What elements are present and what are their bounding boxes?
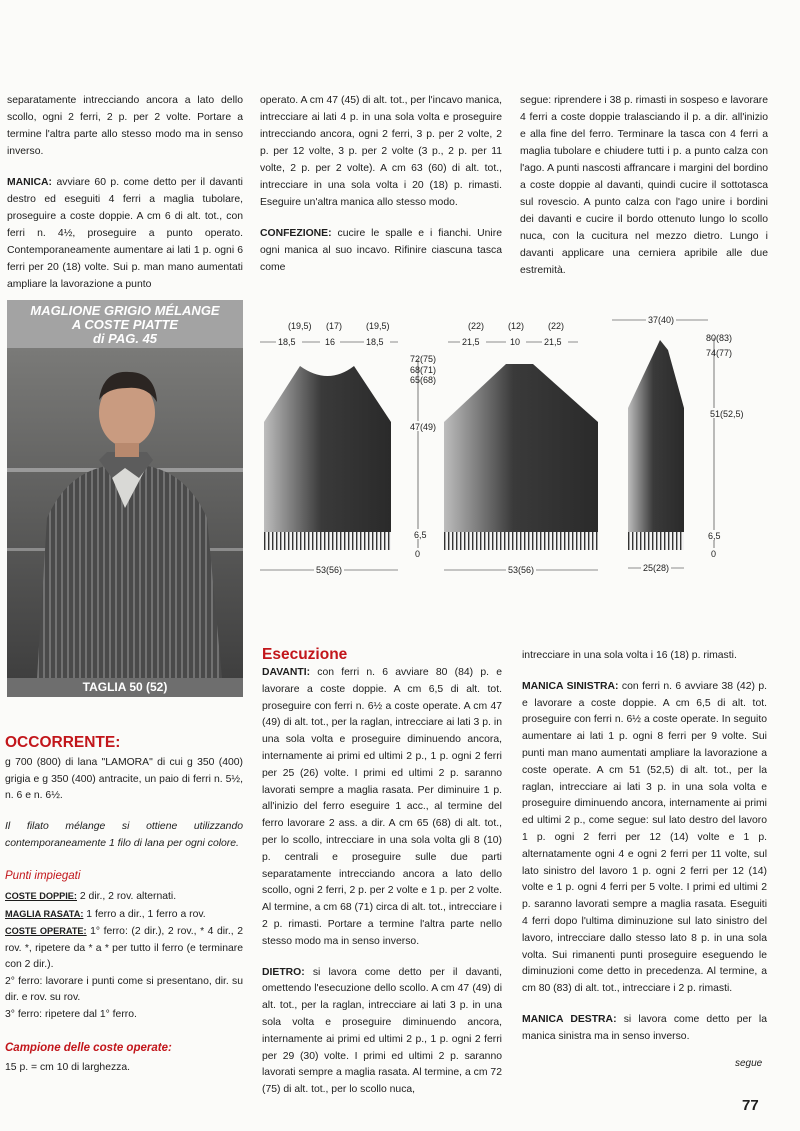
front-top-val-1: 18,5 xyxy=(278,337,296,347)
front-height-0: 0 xyxy=(415,549,421,559)
campione-text: 15 p. = cm 10 di larghezza. xyxy=(5,1062,131,1073)
sleeve-height-6-5: 6,5 xyxy=(708,531,721,541)
occorrente-text: g 700 (800) di lana "LAMORA" di cui g 350 (400) grigia e g 350 (400) antracite, un paio di ferri n. 5½, n. 6 e n. 6½. xyxy=(5,757,243,801)
paragraph: operato. A cm 47 (45) di alt. tot., per l'incavo manica, intrecciare ai lati 4 p. in una sola volta e proseguire intrecciando ancora, ogni 2 ferri, 3 p. per 2 volte, 2 p. per 12 volte, 3 p. per 2 volte (3 p., 2 p. per 11 volte, 2 p. per 2 volte). A cm 63 (60) di alt. tot., intrecciare in una sola volta i 20 (18) p. rimasti. Eseguire un'altra manica allo stesso modo. xyxy=(260,95,502,208)
front-height-72: 72(75) xyxy=(410,354,437,364)
manica-destra-label: MANICA DESTRA: xyxy=(522,1013,617,1025)
punto-maglia-rasata xyxy=(5,906,243,924)
occorrente-heading: OCCORRENTE: xyxy=(5,734,121,751)
back-top-val-1: 21,5 xyxy=(462,337,480,347)
paragraph-manica-sinistra xyxy=(522,679,767,998)
davanti-text: con ferri n. 6 avviare 80 (84) p. e lavorare a coste doppie. A cm 6,5 di alt. tot. proseguire con ferri n. 6½ a coste operate. A cm 47 (49) di alt. tot., per la raglan, intrecciare ai lati 3 p. in una sola volta e proseguire diminuendo ancora, internamente ai primi ed ultimi 2 p., 1 p. ogni 2 ferri per 25 (26) volte. I primi ed ultimi 2 p. saranno lavorati sempre a maglia rasata. Per diminuire 1 p. all'inizio del ferro eseguire 1 acc., al termine del ferro lavorare 2 ass. a dir. A cm 65 (68) di alt. tot., per lo scollo, intrecciare in una sola volta gli 8 (10) p. centrali e proseguire sulle due parti separatamente intrecciando ancora a lato dello scollo, ogni 2 ferri, 2 p. per 2 volte e 1 p. per 2 volte. Al termine, a cm 68 (71) circa di alt. tot., intrecciare i 2 p. rimasti. Portare a termine l'altra parte nello stesso modo ma in senso inverso. xyxy=(262,667,502,947)
front-width: 53(56) xyxy=(316,565,343,575)
paragraph: separatamente intrecciando ancora a lato dello scollo, ogni 2 ferri, 2 p. per 2 volte. Portare a termine l'altra parte allo stesso modo ma in senso inverso. xyxy=(7,95,243,157)
back-top-val-2: 10 xyxy=(510,337,521,347)
sleeve-height-0: 0 xyxy=(711,549,717,559)
punto-text: 2 dir., 2 rov. alternati. xyxy=(76,891,177,902)
manica-sinistra-text: con ferri n. 6 avviare 38 (42) p. e lavorare a coste doppie. A cm 6,5 di alt. tot. proseguire con ferri n. 6½ a coste operate. In seguito aumentare ai lati 1 p. ogni 8 ferri per 9 volte. Sui punti man mano aumentati ampliare la lavorazione a coste operate. A cm 51 (52,5) di alt. tot., per la raglan, intrecciare ai lati 3 p. in una sola volta e proseguire diminuendo ancora, internamente ai primi ed ultimi 2 p., come segue: sul lato destro del lavoro 1 p. ogni 2 ferri per 12 (14) volte e 1 p. alternatamente ogni 4 e ogni 2 ferri per 11 volte, sul lato sinistro del lavoro 1 p. ogni 2 ferri per 12 (14) volte e 1 p. ogni 4 ferri per 5 volte. I primi ed ultimi 2 p. saranno lavorati sempre a maglia rasata. Eseguiti 4 ferri dopo l'ultima diminuzione sul lato sinistro del lavoro, intrecciare dallo stesso lato 8 p. in una sola volta. Sui rimanenti punti proseguire eseguendo le diminuzioni come detto in precedenza. Al termine, a cm 80 (83) di alt. tot., intrecciare i 2 p. rimasti. xyxy=(522,680,767,995)
punto-ferro-2: 2° ferro: lavorare i punti come si presentano, dir. su dir. e rov. su rov. xyxy=(5,975,243,1003)
text-column-3 xyxy=(520,92,768,293)
front-piece xyxy=(260,321,438,575)
front-top-paren-2: (17) xyxy=(326,321,343,331)
back-top-val-3: 21,5 xyxy=(544,337,562,347)
punto-coste-doppie xyxy=(5,888,243,906)
manica-text: avviare 60 p. come detto per il davanti destro ed eseguiti 4 ferri a maglia tubolare, proseguire a coste doppie. A cm 6 di alt. tot., con ferri n. 4½, proseguire a punto operato. Contemporaneamente aumentare ai lati 1 p. ogni 6 ferri per 20 (18) volte. Sui p. man mano aumentati ampliare la lavorazione a punto xyxy=(7,177,243,290)
punto-coste-operate xyxy=(5,923,243,974)
esecuzione-column-1 xyxy=(262,665,502,1113)
front-height-68: 68(71) xyxy=(410,365,437,375)
dietro-label: DIETRO: xyxy=(262,966,305,978)
paragraph: segue: riprendere i 38 p. rimasti in sospeso e lavorare 4 ferri a coste doppie tralasciando il p. a dir. all'inizio e alla fine del ferro. Terminare la tasca con 4 ferri a maglia tubolare e chiudere tutti i p. a punto calza con l'ago. A punti nascosti affrancare i margini del bordino a coste doppie al davanti, quindi cucire il sottotasca sul rovescio. A punto calza con l'ago unire i bordini dei davanti e cucire il bordo ottenuto lungo lo scollo nuca, con la cucitura nel mezzo dietro. Lungo i davanti applicare una cerniera apribile alle due estremità. xyxy=(520,95,768,276)
product-photo-box xyxy=(7,300,243,697)
page-number: 77 xyxy=(742,1097,759,1114)
esecuzione-heading: Esecuzione xyxy=(262,646,348,663)
front-top-val-2: 16 xyxy=(325,337,336,347)
davanti-label: DAVANTI: xyxy=(262,667,311,678)
confezione-label: CONFEZIONE: xyxy=(260,228,332,239)
paragraph-davanti xyxy=(262,665,502,951)
front-height-47: 47(49) xyxy=(410,422,437,432)
paragraph-manica xyxy=(7,174,243,293)
front-top-paren-1: (19,5) xyxy=(288,321,312,331)
sleeve-top: 37(40) xyxy=(648,315,675,325)
sleeve-height-51: 51(52,5) xyxy=(710,409,744,419)
sleeve-height-74: 74(77) xyxy=(706,348,733,358)
filato-note: Il filato mélange si ottiene utilizzando contemporaneamente 1 filo di lana per ogni colore. xyxy=(5,821,243,849)
paragraph-confezione xyxy=(260,225,502,276)
front-top-val-3: 18,5 xyxy=(366,337,384,347)
sleeve-width: 25(28) xyxy=(643,563,670,573)
front-height-65: 65(68) xyxy=(410,375,437,385)
back-top-paren-1: (22) xyxy=(468,321,485,331)
paragraph: intrecciare in una sola volta i 16 (18) p. rimasti. xyxy=(522,650,737,661)
punto-label: COSTE OPERATE: xyxy=(5,926,87,936)
schematic-svg xyxy=(248,300,768,582)
punti-list xyxy=(5,888,243,1023)
punto-text: 1 ferro a dir., 1 ferro a rov. xyxy=(83,908,206,920)
back-top-paren-2: (12) xyxy=(508,321,525,331)
schematic-diagram xyxy=(248,300,768,582)
front-top-paren-3: (19,5) xyxy=(366,321,390,331)
dietro-text: si lavora come detto per il davanti, omettendo l'esecuzione dello scollo. A cm 47 (49) di alt. tot., per la raglan, intrecciare ai lati 3 p. in una sola volta e proseguire diminuendo ancora, internamente ai primi ed ultimi 2 p., 1 p. ogni 2 ferri per 29 (30) volte. I primi ed ultimi 2 p. saranno lavorati sempre a maglia rasata. Al termine, a cm 72 (75) di alt. tot., per lo scollo nuca, xyxy=(262,966,502,1096)
sleeve-height-80: 80(83) xyxy=(706,333,733,343)
punto-ferro-3: 3° ferro: ripetere dal 1° ferro. xyxy=(5,1008,137,1020)
photo-title-line-3: di PAG. 45 xyxy=(92,331,158,346)
confezione-text: cucire le spalle e i fianchi. Unire ogni manica al suo incavo. Rifinire ciascuna tasca come xyxy=(260,228,502,273)
paragraph-dietro xyxy=(262,965,502,1099)
paragraph-manica-destra xyxy=(522,1012,767,1046)
photo-title xyxy=(7,300,243,348)
campione-heading: Campione delle coste operate: xyxy=(5,1042,172,1054)
back-piece xyxy=(444,321,598,575)
front-height-6-5: 6,5 xyxy=(414,530,427,540)
punto-label: COSTE DOPPIE: xyxy=(5,891,77,901)
manica-sinistra-label: MANICA SINISTRA: xyxy=(522,680,619,692)
manica-label: MANICA: xyxy=(7,177,53,188)
punto-text: 1° ferro: (2 dir.), 2 rov., * 4 dir., 2 rov. *, ripetere da * a * per tutto il ferro (e terminare con 2 dir.). xyxy=(5,926,243,970)
photo-title-line-1: MAGLIONE GRIGIO MÉLANGE xyxy=(30,303,220,318)
punti-heading: Punti impiegati xyxy=(5,870,81,882)
size-caption: TAGLIA 50 (52) xyxy=(7,678,243,697)
sweater-model-photo xyxy=(7,348,243,678)
manica-destra-text: si lavora come detto per la manica sinistra ma in senso inverso. xyxy=(522,1013,767,1042)
text-column-2 xyxy=(260,92,502,290)
back-width: 53(56) xyxy=(508,565,535,575)
esecuzione-column-2 xyxy=(522,648,767,1060)
text-column-1 xyxy=(7,92,243,307)
back-top-paren-3: (22) xyxy=(548,321,565,331)
punto-label: MAGLIA RASATA: xyxy=(5,908,84,919)
sleeve-piece xyxy=(612,314,746,573)
continued-note: segue xyxy=(735,1058,763,1069)
photo-title-line-2: A COSTE PIATTE xyxy=(71,317,179,332)
